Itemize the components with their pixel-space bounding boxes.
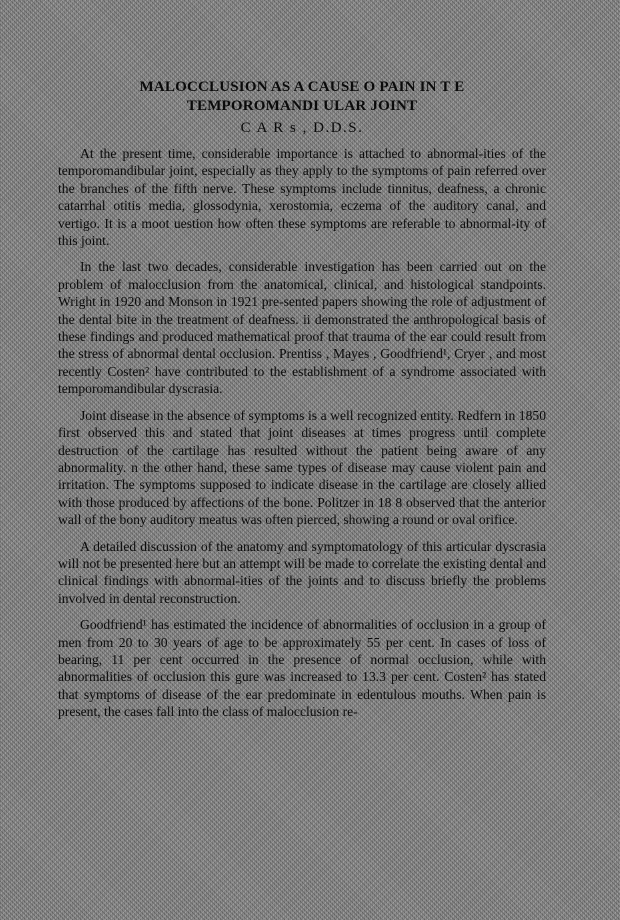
title-line-1: MALOCCLUSION AS A CAUSE O PAIN IN T E [139, 79, 465, 95]
article-author: C A R s , D.D.S. [240, 120, 364, 136]
paragraph-1: At the present time, considerable importance is attached to abnormal-ities of the temporomandibular joint, especially as they apply to the symptoms of pain referred over the branches of the fifth nerve. These symptoms include tinnitus, deafness, a chronic catarrhal otitis media, glossodynia, xerostomia, eczema of the auditory canal, and vertigo. It is a moot uestion how often these symptoms are referable to abnormal-ity of this joint. [58, 146, 546, 249]
paragraph-4: A detailed discussion of the anatomy and symptomatology of this articular dyscrasia will not be presented here but an attempt will be made to correlate the existing dental and clinical findings with abnormal-ities of the joints and to discuss briefly the problems involved in dental reconstruction. [58, 538, 546, 606]
document-page [58, 78, 546, 730]
article-title [58, 78, 546, 116]
paragraph-2: In the last two decades, considerable investigation has been carried out on the problem of malocclusion from the anatomical, clinical, and histological standpoints. Wright in 1920 and Monson in 1921 pre-sented papers showing the role of adjustment of the dental bite in the treatment of deafness. ii demonstrated the anthropological basis of these findings and produced mathematical proof that trauma of the ear could result from the stress of abnormal dental occlusion. Prentiss , Mayes , Goodfriend¹, Cryer , and most recently Costen² have contributed to the establishment of a syndrome associated with temporomandibular dyscrasia. [58, 259, 546, 397]
paragraph-3: Joint disease in the absence of symptoms is a well recognized entity. Redfern in 1850 first observed this and stated that joint diseases at times progress until complete destruction of the cartilage has resulted without the patient being aware of any abnormality. n the other hand, these same types of disease may cause violent pain and irritation. The symptoms supposed to indicate disease in the cartilage are closely allied with those produced by affections of the bone. Politzer in 18 8 observed that the anterior wall of the bony auditory meatus was often pierced, showing a round or oval orifice. [58, 407, 546, 528]
paragraph-5: Goodfriend¹ has estimated the incidence of abnormalities of occlusion in a group of men from 20 to 30 years of age to be approximately 55 per cent. In cases of loss of bearing, 11 per cent occurred in the presence of normal occlusion, while with abnormalities of occlusion this gure was increased to 13.3 per cent. Costen² has stated that symptoms of disease of the ear predominate in edentulous mouths. When pain is present, the cases fall into the class of malocclusion re- [58, 617, 546, 720]
title-line-2: TEMPOROMANDI ULAR JOINT [186, 98, 418, 114]
